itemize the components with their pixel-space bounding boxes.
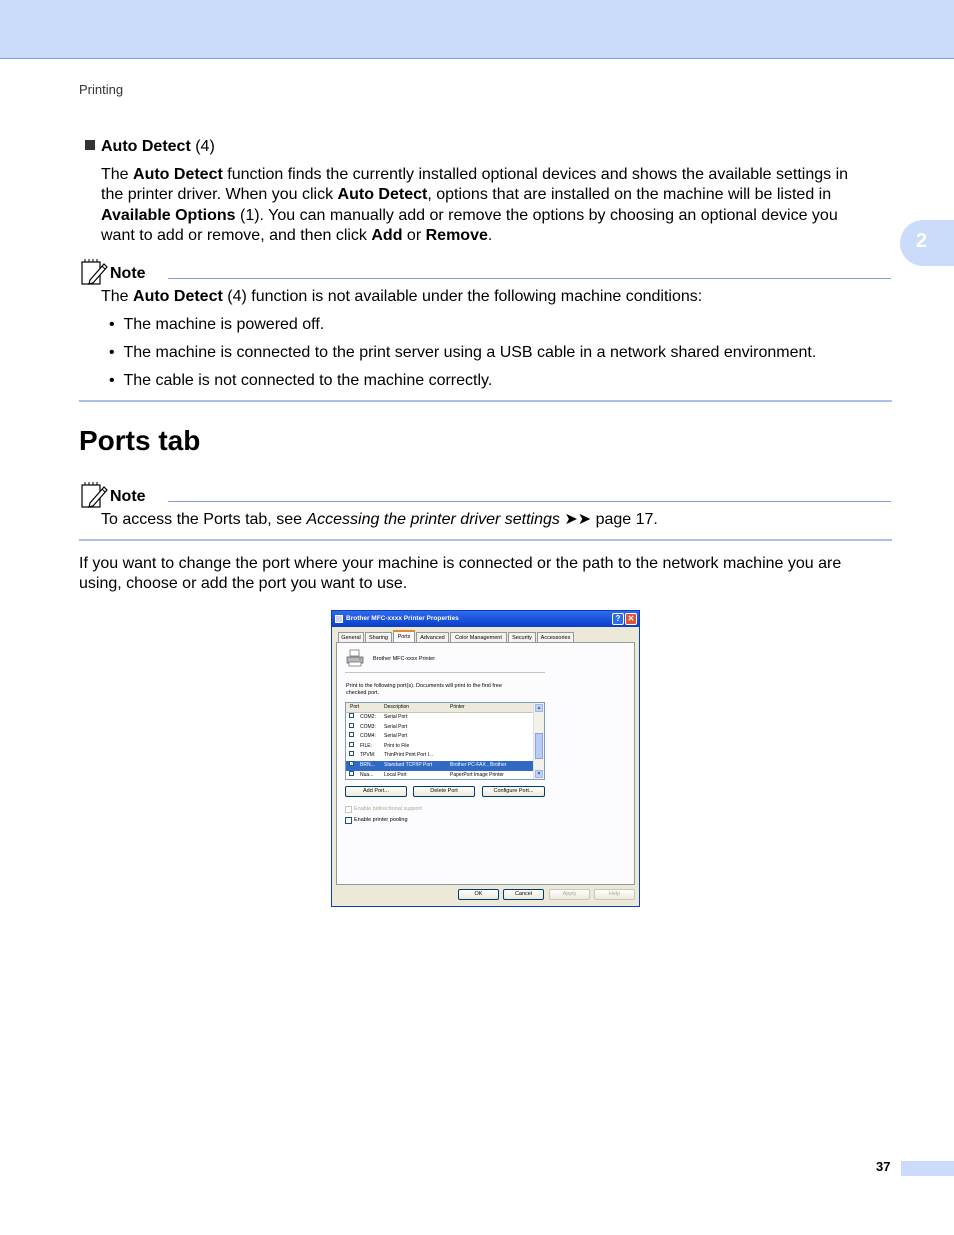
tab-sharing[interactable]: Sharing — [365, 632, 392, 642]
para-line: Available Options (1). You can manually add or remove the options by choosing an optional device you — [101, 206, 838, 224]
note-bottom-rule — [79, 539, 892, 541]
bidirectional-checkbox[interactable] — [345, 806, 352, 813]
auto-detect-paragraph — [101, 165, 848, 246]
tab-advanced[interactable]: Advanced — [416, 632, 449, 642]
scroll-up-icon[interactable]: ▲ — [536, 705, 542, 711]
port-row-selected[interactable]: ✓ BRN... Standard TCP/IP Port Brother PC-FAX , Brother — [346, 761, 534, 771]
printer-title-icon — [335, 615, 343, 623]
scroll-down-icon[interactable]: ▼ — [536, 771, 542, 777]
scroll-thumb[interactable] — [535, 733, 543, 759]
note-bottom-rule — [79, 400, 892, 402]
column-header-printer[interactable]: Printer — [450, 704, 465, 710]
ports-list — [345, 702, 545, 780]
note-intro: The Auto Detect (4) function is not available under the following machine conditions: — [101, 288, 703, 305]
configure-port-button[interactable]: Configure Port... — [482, 786, 545, 797]
port-checkbox[interactable] — [349, 751, 354, 756]
cross-reference-link[interactable]: Accessing the printer driver settings — [306, 511, 560, 528]
ports-instructions: Print to the following port(s). Documents will print to the first free checked port. — [346, 683, 502, 696]
para-line: want to add or remove, and then click Add or Remove. — [101, 226, 493, 244]
note-label: Note — [110, 265, 146, 282]
separator — [345, 672, 545, 673]
ok-button[interactable]: OK — [458, 889, 499, 900]
port-checkbox-checked[interactable]: ✓ — [350, 761, 355, 767]
tab-ports[interactable]: Ports — [393, 630, 415, 643]
note-label: Note — [110, 488, 146, 505]
tab-general[interactable]: General — [338, 632, 364, 642]
port-row[interactable]: COM2: Serial Port — [346, 713, 534, 723]
note-top-rule — [168, 501, 891, 502]
list-item: • The cable is not connected to the machine correctly. — [109, 372, 493, 389]
chapter-number: 2 — [916, 230, 928, 252]
note-pencil-icon — [80, 481, 108, 509]
para-line: the printer driver. When you click Auto Detect, options that are installed on the machine will be listed in — [101, 186, 832, 204]
auto-detect-heading: Auto Detect (4) — [85, 137, 215, 157]
port-checkbox[interactable] — [349, 771, 354, 776]
printer-icon — [346, 649, 364, 667]
list-item: • The machine is connected to the print server using a USB cable in a network shared environment. — [109, 344, 817, 361]
tab-security[interactable]: Security — [508, 632, 536, 642]
bullet-dot: • — [109, 316, 124, 333]
dialog-titlebar — [332, 611, 639, 627]
add-port-button[interactable]: Add Port... — [345, 786, 407, 797]
delete-port-button[interactable]: Delete Port — [413, 786, 475, 797]
dialog-title: Brother MFC-xxxx Printer Properties — [346, 615, 459, 622]
ports-list-header — [346, 703, 534, 713]
note-top-rule — [168, 278, 891, 279]
ports-list-scrollbar[interactable] — [533, 703, 544, 779]
close-title-button[interactable]: ✕ — [625, 613, 637, 625]
port-checkbox[interactable] — [349, 742, 354, 747]
chapter-tab — [900, 220, 954, 266]
tab-color-management[interactable]: Color Management — [450, 632, 507, 642]
column-header-port[interactable]: Port — [350, 704, 360, 710]
ports-panel — [336, 642, 635, 885]
help-button[interactable]: Help — [594, 889, 635, 900]
bidirectional-label: Enable bidirectional support — [354, 806, 422, 812]
port-checkbox[interactable] — [349, 732, 354, 737]
double-arrow-icon: ➤➤ — [559, 511, 596, 528]
list-item: • The machine is powered off. — [109, 316, 325, 333]
bullet-dot: • — [109, 344, 124, 361]
printer-name: Brother MFC-xxxx Printer — [373, 656, 436, 662]
page-number: 37 — [876, 1159, 891, 1174]
column-header-description[interactable]: Description — [384, 704, 410, 710]
para-line: If you want to change the port where your machine is connected or the path to the network machine you are — [79, 555, 842, 572]
para-line: The Auto Detect function finds the currently installed optional devices and shows the available settings in — [101, 166, 849, 183]
printer-properties-dialog — [331, 610, 640, 907]
tab-accessories[interactable]: Accessories — [537, 632, 574, 642]
port-row[interactable]: FILE: Print to File — [346, 742, 534, 752]
footer-bar — [901, 1161, 954, 1176]
cancel-button[interactable]: Cancel — [503, 889, 544, 900]
running-head: Printing — [79, 82, 124, 97]
note-text: To access the Ports tab, see Accessing the printer driver settings ➤➤ page 17. — [101, 511, 658, 528]
pooling-checkbox[interactable] — [345, 817, 352, 824]
header-band — [0, 0, 954, 59]
body-paragraph — [79, 554, 841, 595]
bullet-dot: • — [109, 372, 124, 389]
bullet-square-icon — [85, 140, 95, 150]
port-row[interactable]: Nua... Local Port PaperPort Image Printer — [346, 771, 534, 780]
port-row[interactable]: COM3: Serial Port — [346, 723, 534, 733]
port-checkbox[interactable] — [349, 713, 354, 718]
port-row[interactable]: TPVM: ThinPrint Print Port I... — [346, 751, 534, 761]
help-title-button[interactable]: ? — [612, 613, 624, 625]
apply-button[interactable]: Apply — [549, 889, 590, 900]
port-checkbox[interactable] — [349, 723, 354, 728]
note-pencil-icon — [80, 258, 108, 286]
section-title: Ports tab — [79, 425, 201, 456]
port-row[interactable]: COM4: Serial Port — [346, 732, 534, 742]
para-line: using, choose or add the port you want to use. — [79, 575, 408, 593]
pooling-label: Enable printer pooling — [354, 817, 408, 823]
